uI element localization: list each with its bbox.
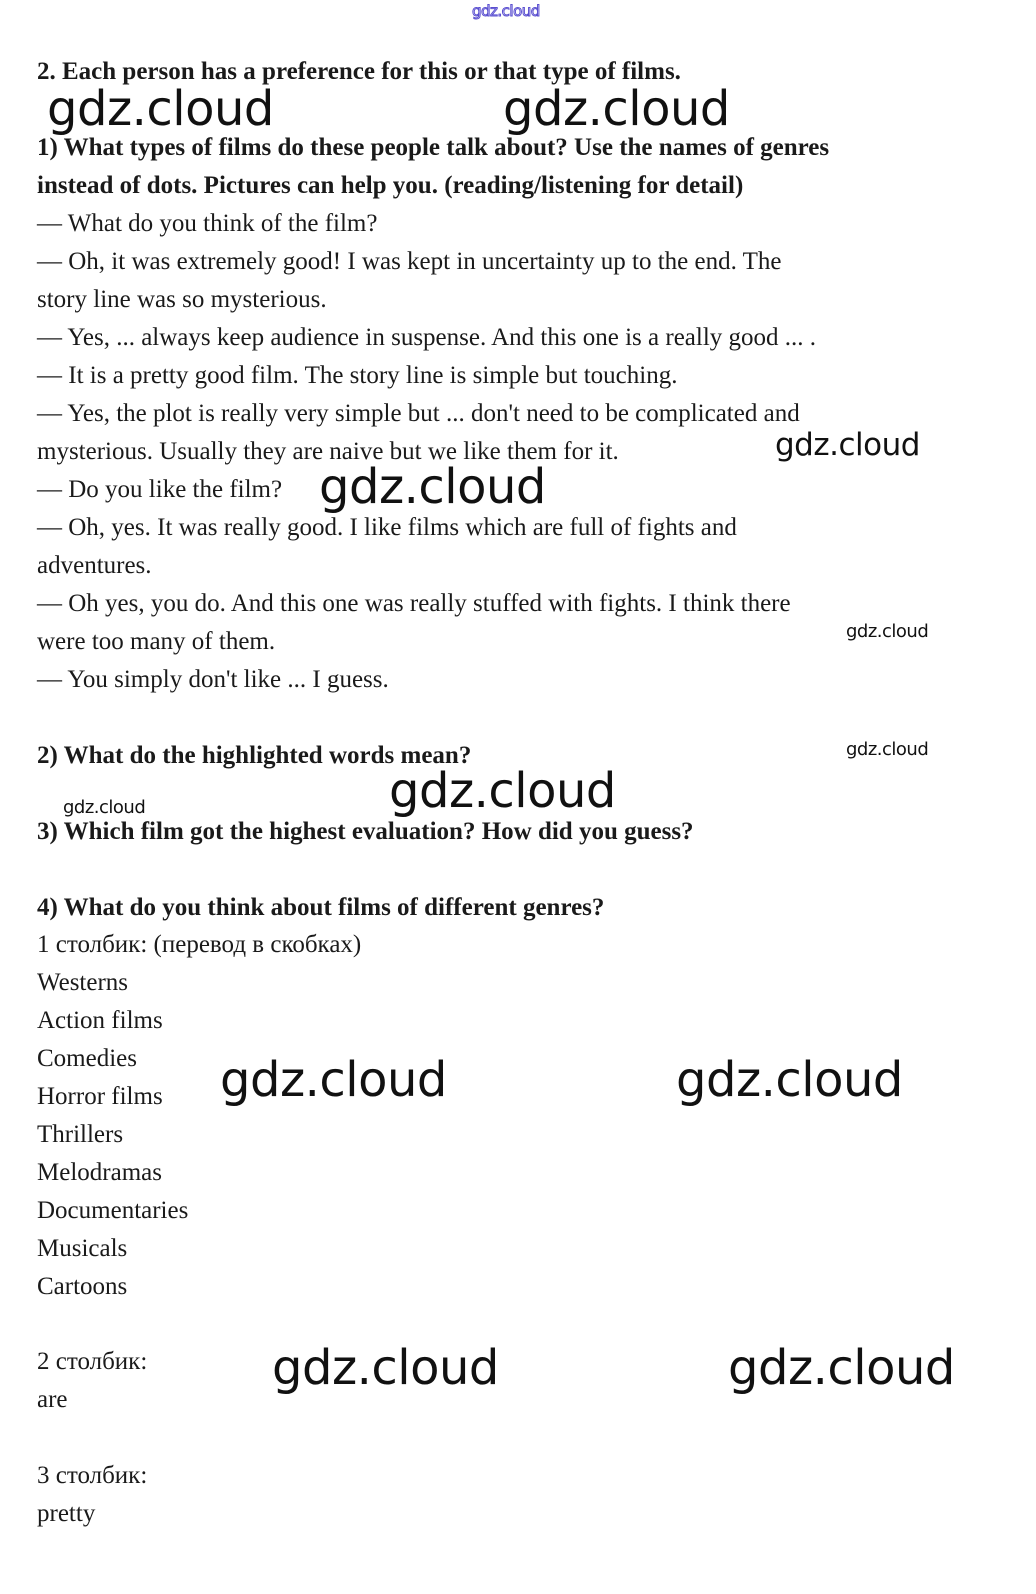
watermark: gdz.cloud [775,427,920,463]
watermark: gdz.cloud [63,797,146,818]
dialogue-line: adventures. [37,552,152,579]
dialogue-line: — What do you think of the film? [37,210,378,237]
dialogue-line: — Yes, the plot is really very simple but ... don't need to be complicated and [37,400,800,427]
exercise-heading: 2. Each person has a preference for this or that type of films. [37,58,681,85]
task4: 4) What do you think about films of different genres? [37,894,605,921]
column2-title: 2 столбик: [37,1348,148,1375]
dialogue-line: story line was so mysterious. [37,286,327,313]
watermark-top: gdz.cloud [472,2,540,20]
genre-item: Musicals [37,1235,128,1262]
column1-title: 1 столбик: (перевод в скобках) [37,931,362,958]
task1-line2: instead of dots. Pictures can help you. (reading/listening for detail) [37,172,744,199]
genre-item: Horror films [37,1083,163,1110]
dialogue-line: — Oh, it was extremely good! I was kept in uncertainty up to the end. The [37,248,782,275]
dialogue-line: — You simply don't like ... I guess. [37,666,389,693]
dialogue-line: — It is a pretty good film. The story line is simple but touching. [37,362,678,389]
genre-item: Thrillers [37,1121,124,1148]
genre-item: Action films [37,1007,163,1034]
watermark: gdz.cloud [47,81,274,137]
dialogue-line: — Do you like the film? [37,476,283,503]
genre-item: Melodramas [37,1159,162,1186]
watermark: gdz.cloud [272,1340,499,1396]
watermark: gdz.cloud [319,459,546,515]
watermark: gdz.cloud [220,1052,447,1108]
watermark: gdz.cloud [676,1052,903,1108]
column2-item: are [37,1386,68,1413]
task2: 2) What do the highlighted words mean? [37,742,472,769]
watermark: gdz.cloud [503,81,730,137]
genre-item: Westerns [37,969,129,996]
genre-item: Documentaries [37,1197,189,1224]
genre-item: Cartoons [37,1273,128,1300]
dialogue-line: mysterious. Usually they are naive but we like them for it. [37,438,619,465]
column3-title: 3 столбик: [37,1462,148,1489]
watermark: gdz.cloud [728,1340,955,1396]
column3-item: pretty [37,1500,96,1527]
watermark: gdz.cloud [846,739,929,760]
watermark: gdz.cloud [846,621,929,642]
watermark: gdz.cloud [389,763,616,819]
task1-line1: 1) What types of films do these people talk about? Use the names of genres [37,134,830,161]
genre-item: Comedies [37,1045,137,1072]
dialogue-line: were too many of them. [37,628,276,655]
dialogue-line: — Oh yes, you do. And this one was really stuffed with fights. I think there [37,590,791,617]
dialogue-line: — Oh, yes. It was really good. I like films which are full of fights and [37,514,737,541]
dialogue-line: — Yes, ... always keep audience in suspense. And this one is a really good ... . [37,324,817,351]
task3: 3) Which film got the highest evaluation? How did you guess? [37,818,694,845]
